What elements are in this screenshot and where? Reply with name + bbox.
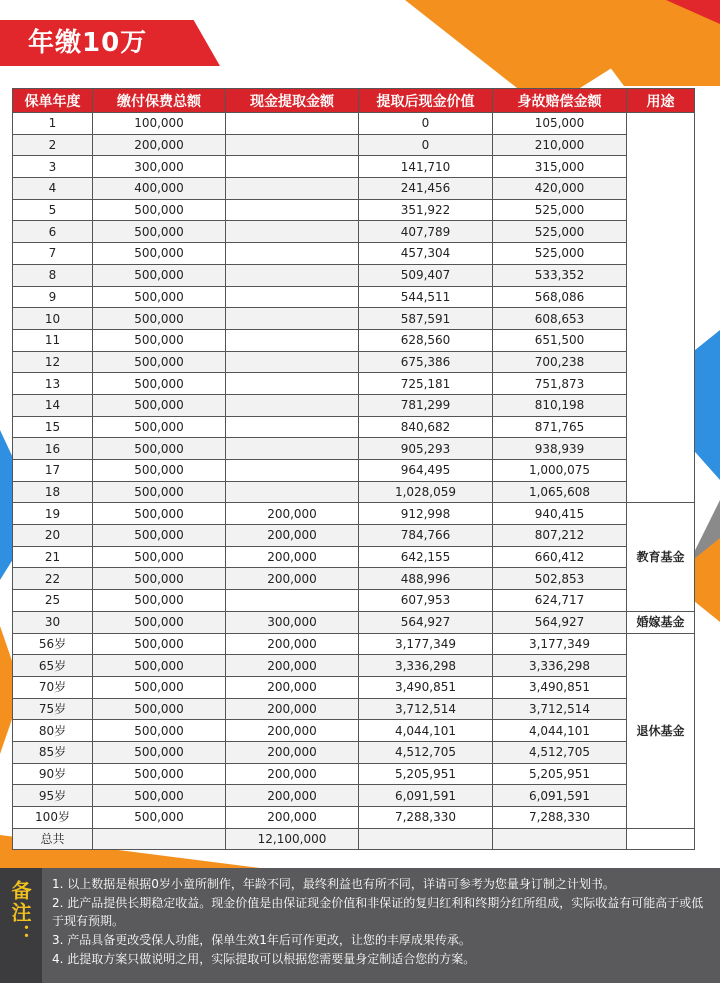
cell-policy-year: 20	[13, 525, 93, 547]
cell-total-premium: 500,000	[93, 763, 226, 785]
cell-cash-value-after: 457,304	[359, 243, 493, 265]
cell-cash-value-after: 3,336,298	[359, 655, 493, 677]
cell-policy-year: 8	[13, 264, 93, 286]
cell-total-premium: 500,000	[93, 503, 226, 525]
cell-policy-year: 5	[13, 199, 93, 221]
cell-total-premium: 500,000	[93, 351, 226, 373]
cell-total-premium: 500,000	[93, 243, 226, 265]
usage-cell-empty	[627, 828, 695, 850]
cell-total-premium: 300,000	[93, 156, 226, 178]
page-title: 年缴10万	[28, 28, 148, 58]
cell-cash-withdrawal	[226, 481, 359, 503]
cell-cash-value-after: 241,456	[359, 178, 493, 200]
cell-total-premium: 500,000	[93, 373, 226, 395]
cell-cash-value-after: 509,407	[359, 264, 493, 286]
cell-total-premium: 500,000	[93, 286, 226, 308]
cell-cash-value-after: 784,766	[359, 525, 493, 547]
table-row	[13, 329, 695, 351]
cell-policy-year: 16	[13, 438, 93, 460]
cell-cash-withdrawal: 200,000	[226, 785, 359, 807]
cell-cash-withdrawal: 200,000	[226, 763, 359, 785]
cell-cash-withdrawal: 200,000	[226, 503, 359, 525]
table-row	[13, 394, 695, 416]
cell-total-premium: 500,000	[93, 611, 226, 633]
cell-policy-year: 12	[13, 351, 93, 373]
cell-total-premium: 500,000	[93, 698, 226, 720]
cell-cash-value-after: 407,789	[359, 221, 493, 243]
cell-death-benefit: 210,000	[493, 134, 627, 156]
table-row	[13, 503, 695, 525]
benefit-table	[12, 88, 695, 850]
cell-cash-withdrawal	[226, 373, 359, 395]
cell-cash-value-after: 725,181	[359, 373, 493, 395]
cell-cash-value-after: 3,712,514	[359, 698, 493, 720]
table-row	[13, 481, 695, 503]
cell-total-premium: 200,000	[93, 134, 226, 156]
cell-policy-year: 56岁	[13, 633, 93, 655]
cell-death-benefit: 3,490,851	[493, 676, 627, 698]
header-usage: 用途	[627, 89, 695, 113]
cell-cash-withdrawal: 200,000	[226, 633, 359, 655]
cell-cash-value-after: 488,996	[359, 568, 493, 590]
table-body	[13, 113, 695, 850]
cell-total-premium: 500,000	[93, 221, 226, 243]
note-item: 1. 以上数据是根据0岁小童所制作，年龄不同，最终利益也有所不同，详请可参考为您量身订制之计划书。	[52, 877, 615, 891]
cell-total-premium: 500,000	[93, 568, 226, 590]
cell-cash-withdrawal	[226, 438, 359, 460]
usage-label-retirement: 退休基金	[627, 633, 695, 828]
table-row	[13, 438, 695, 460]
cell-total-premium: 500,000	[93, 394, 226, 416]
cell-death-benefit: 4,512,705	[493, 741, 627, 763]
cell-policy-year: 1	[13, 113, 93, 135]
cell-cash-withdrawal: 200,000	[226, 741, 359, 763]
cell-cash-value-after: 607,953	[359, 590, 493, 612]
table-row	[13, 633, 695, 655]
cell-cash-value-after: 7,288,330	[359, 807, 493, 829]
cell-policy-year: 18	[13, 481, 93, 503]
cell-total-premium: 500,000	[93, 633, 226, 655]
table-row	[13, 763, 695, 785]
cell-cash-value-after: 544,511	[359, 286, 493, 308]
cell-total-premium: 500,000	[93, 676, 226, 698]
cell-total-premium: 500,000	[93, 655, 226, 677]
cell-cash-withdrawal	[226, 329, 359, 351]
table-row	[13, 785, 695, 807]
cell-policy-year: 90岁	[13, 763, 93, 785]
cell-death-benefit: 4,044,101	[493, 720, 627, 742]
table-row	[13, 828, 695, 850]
usage-label-wedding: 婚嫁基金	[627, 611, 695, 633]
table-header-row	[13, 89, 695, 113]
cell-death-benefit: 3,336,298	[493, 655, 627, 677]
table-row	[13, 156, 695, 178]
cell-cash-value-after: 1,028,059	[359, 481, 493, 503]
cell-death-benefit: 751,873	[493, 373, 627, 395]
cell-total-premium: 500,000	[93, 460, 226, 482]
cell-cash-value-after: 3,177,349	[359, 633, 493, 655]
cell-cash-value-after: 3,490,851	[359, 676, 493, 698]
cell-cash-withdrawal: 200,000	[226, 568, 359, 590]
table-row	[13, 655, 695, 677]
table-row	[13, 373, 695, 395]
cell-death-benefit: 3,177,349	[493, 633, 627, 655]
cell-cash-withdrawal	[226, 590, 359, 612]
cell-cash-withdrawal	[226, 156, 359, 178]
header-policy-year: 保单年度	[13, 89, 93, 113]
cell-cash-withdrawal	[226, 178, 359, 200]
table-row	[13, 741, 695, 763]
usage-cell-empty	[627, 113, 695, 503]
table-row	[13, 221, 695, 243]
table-row	[13, 676, 695, 698]
cell-total-premium: 500,000	[93, 438, 226, 460]
cell-policy-year: 85岁	[13, 741, 93, 763]
cell-cash-value-after: 4,044,101	[359, 720, 493, 742]
cell-death-benefit: 3,712,514	[493, 698, 627, 720]
table-row	[13, 698, 695, 720]
cell-policy-year: 7	[13, 243, 93, 265]
table-row	[13, 525, 695, 547]
cell-total-premium: 100,000	[93, 113, 226, 135]
cell-total-premium: 500,000	[93, 525, 226, 547]
header-cash-value-after: 提取后现金价值	[359, 89, 493, 113]
cell-death-benefit: 1,065,608	[493, 481, 627, 503]
cell-cash-withdrawal: 200,000	[226, 525, 359, 547]
cell-total-premium: 500,000	[93, 590, 226, 612]
cell-death-benefit: 940,415	[493, 503, 627, 525]
table-row	[13, 351, 695, 373]
cell-total-premium: 500,000	[93, 807, 226, 829]
table-row	[13, 590, 695, 612]
cell-cash-withdrawal	[226, 199, 359, 221]
note-item: 4. 此提取方案只做说明之用，实际提取可以根据您需要量身定制适合您的方案。	[52, 952, 476, 966]
notes-list	[52, 875, 712, 969]
cell-cash-withdrawal	[226, 286, 359, 308]
cell-total-premium: 500,000	[93, 481, 226, 503]
table-row	[13, 807, 695, 829]
cell-cash-withdrawal: 200,000	[226, 655, 359, 677]
cell-death-benefit: 871,765	[493, 416, 627, 438]
cell-policy-year: 30	[13, 611, 93, 633]
table-row	[13, 546, 695, 568]
cell-death-benefit	[493, 828, 627, 850]
cell-death-benefit: 315,000	[493, 156, 627, 178]
cell-cash-withdrawal: 300,000	[226, 611, 359, 633]
cell-cash-withdrawal: 12,100,000	[226, 828, 359, 850]
table-row	[13, 308, 695, 330]
table-row	[13, 460, 695, 482]
notes-label: 备注：	[8, 880, 32, 946]
cell-policy-year: 65岁	[13, 655, 93, 677]
cell-policy-year: 9	[13, 286, 93, 308]
cell-cash-value-after: 781,299	[359, 394, 493, 416]
cell-death-benefit: 1,000,075	[493, 460, 627, 482]
cell-policy-year: 2	[13, 134, 93, 156]
cell-policy-year: 11	[13, 329, 93, 351]
table-row	[13, 264, 695, 286]
table-row	[13, 720, 695, 742]
cell-cash-value-after: 141,710	[359, 156, 493, 178]
cell-death-benefit: 502,853	[493, 568, 627, 590]
cell-cash-withdrawal	[226, 308, 359, 330]
cell-death-benefit: 660,412	[493, 546, 627, 568]
cell-cash-value-after: 0	[359, 113, 493, 135]
usage-label-education: 教育基金	[627, 503, 695, 611]
cell-death-benefit: 6,091,591	[493, 785, 627, 807]
cell-death-benefit: 420,000	[493, 178, 627, 200]
cell-total-premium: 500,000	[93, 416, 226, 438]
cell-cash-value-after: 351,922	[359, 199, 493, 221]
cell-policy-year: 22	[13, 568, 93, 590]
cell-policy-year: 10	[13, 308, 93, 330]
cell-cash-value-after: 964,495	[359, 460, 493, 482]
cell-policy-year: 13	[13, 373, 93, 395]
cell-total-premium: 500,000	[93, 308, 226, 330]
cell-death-benefit: 624,717	[493, 590, 627, 612]
cell-cash-value-after: 912,998	[359, 503, 493, 525]
cell-cash-value-after: 0	[359, 134, 493, 156]
cell-total-premium: 400,000	[93, 178, 226, 200]
cell-policy-year: 6	[13, 221, 93, 243]
cell-policy-year: 80岁	[13, 720, 93, 742]
cell-death-benefit: 533,352	[493, 264, 627, 286]
cell-cash-withdrawal	[226, 264, 359, 286]
cell-cash-withdrawal	[226, 460, 359, 482]
header-total-premium: 缴付保费总额	[93, 89, 226, 113]
cell-policy-year: 14	[13, 394, 93, 416]
cell-cash-withdrawal	[226, 243, 359, 265]
cell-death-benefit: 938,939	[493, 438, 627, 460]
cell-cash-withdrawal: 200,000	[226, 546, 359, 568]
table-row	[13, 243, 695, 265]
cell-death-benefit: 105,000	[493, 113, 627, 135]
cell-cash-withdrawal	[226, 221, 359, 243]
cell-policy-year: 95岁	[13, 785, 93, 807]
table-row	[13, 199, 695, 221]
cell-total-premium: 500,000	[93, 329, 226, 351]
cell-cash-value-after: 628,560	[359, 329, 493, 351]
cell-death-benefit: 807,212	[493, 525, 627, 547]
cell-policy-year: 21	[13, 546, 93, 568]
cell-cash-withdrawal: 200,000	[226, 676, 359, 698]
cell-death-benefit: 5,205,951	[493, 763, 627, 785]
cell-death-benefit: 608,653	[493, 308, 627, 330]
header-death-benefit: 身故赔偿金额	[493, 89, 627, 113]
cell-total-premium: 500,000	[93, 264, 226, 286]
cell-death-benefit: 810,198	[493, 394, 627, 416]
cell-death-benefit: 7,288,330	[493, 807, 627, 829]
cell-death-benefit: 568,086	[493, 286, 627, 308]
cell-cash-value-after: 905,293	[359, 438, 493, 460]
cell-cash-value-after: 642,155	[359, 546, 493, 568]
table-row	[13, 178, 695, 200]
cell-death-benefit: 700,238	[493, 351, 627, 373]
cell-cash-withdrawal	[226, 113, 359, 135]
cell-policy-year: 70岁	[13, 676, 93, 698]
cell-policy-year: 25	[13, 590, 93, 612]
cell-total-premium: 500,000	[93, 741, 226, 763]
cell-total-premium	[93, 828, 226, 850]
cell-cash-value-after: 5,205,951	[359, 763, 493, 785]
cell-policy-year: 15	[13, 416, 93, 438]
cell-death-benefit: 525,000	[493, 199, 627, 221]
cell-cash-withdrawal	[226, 394, 359, 416]
cell-policy-year: 3	[13, 156, 93, 178]
cell-total-premium: 500,000	[93, 546, 226, 568]
cell-cash-value-after: 564,927	[359, 611, 493, 633]
cell-cash-value-after: 6,091,591	[359, 785, 493, 807]
cell-policy-year: 总共	[13, 828, 93, 850]
table-row	[13, 568, 695, 590]
cell-policy-year: 19	[13, 503, 93, 525]
cell-cash-withdrawal: 200,000	[226, 807, 359, 829]
table-row	[13, 113, 695, 135]
cell-cash-withdrawal	[226, 351, 359, 373]
cell-cash-withdrawal: 200,000	[226, 720, 359, 742]
cell-policy-year: 100岁	[13, 807, 93, 829]
cell-death-benefit: 525,000	[493, 243, 627, 265]
cell-policy-year: 75岁	[13, 698, 93, 720]
cell-cash-withdrawal: 200,000	[226, 698, 359, 720]
cell-total-premium: 500,000	[93, 785, 226, 807]
cell-cash-value-after: 675,386	[359, 351, 493, 373]
table-row	[13, 611, 695, 633]
cell-policy-year: 17	[13, 460, 93, 482]
cell-cash-withdrawal	[226, 134, 359, 156]
table-row	[13, 134, 695, 156]
cell-cash-value-after	[359, 828, 493, 850]
note-item: 2. 此产品提供长期稳定收益。现金价值是由保证现金价值和非保证的复归红利和终期分红所组成，实际收益有可能高于或低于现有预期。	[52, 896, 704, 928]
cell-cash-value-after: 840,682	[359, 416, 493, 438]
table-row	[13, 286, 695, 308]
cell-cash-value-after: 587,591	[359, 308, 493, 330]
header-cash-withdrawal: 现金提取金额	[226, 89, 359, 113]
cell-total-premium: 500,000	[93, 720, 226, 742]
note-item: 3. 产品具备更改受保人功能，保单生效1年后可作更改，让您的丰厚成果传承。	[52, 933, 471, 947]
cell-death-benefit: 651,500	[493, 329, 627, 351]
table-row	[13, 416, 695, 438]
cell-cash-withdrawal	[226, 416, 359, 438]
cell-total-premium: 500,000	[93, 199, 226, 221]
cell-policy-year: 4	[13, 178, 93, 200]
cell-cash-value-after: 4,512,705	[359, 741, 493, 763]
cell-death-benefit: 564,927	[493, 611, 627, 633]
cell-death-benefit: 525,000	[493, 221, 627, 243]
